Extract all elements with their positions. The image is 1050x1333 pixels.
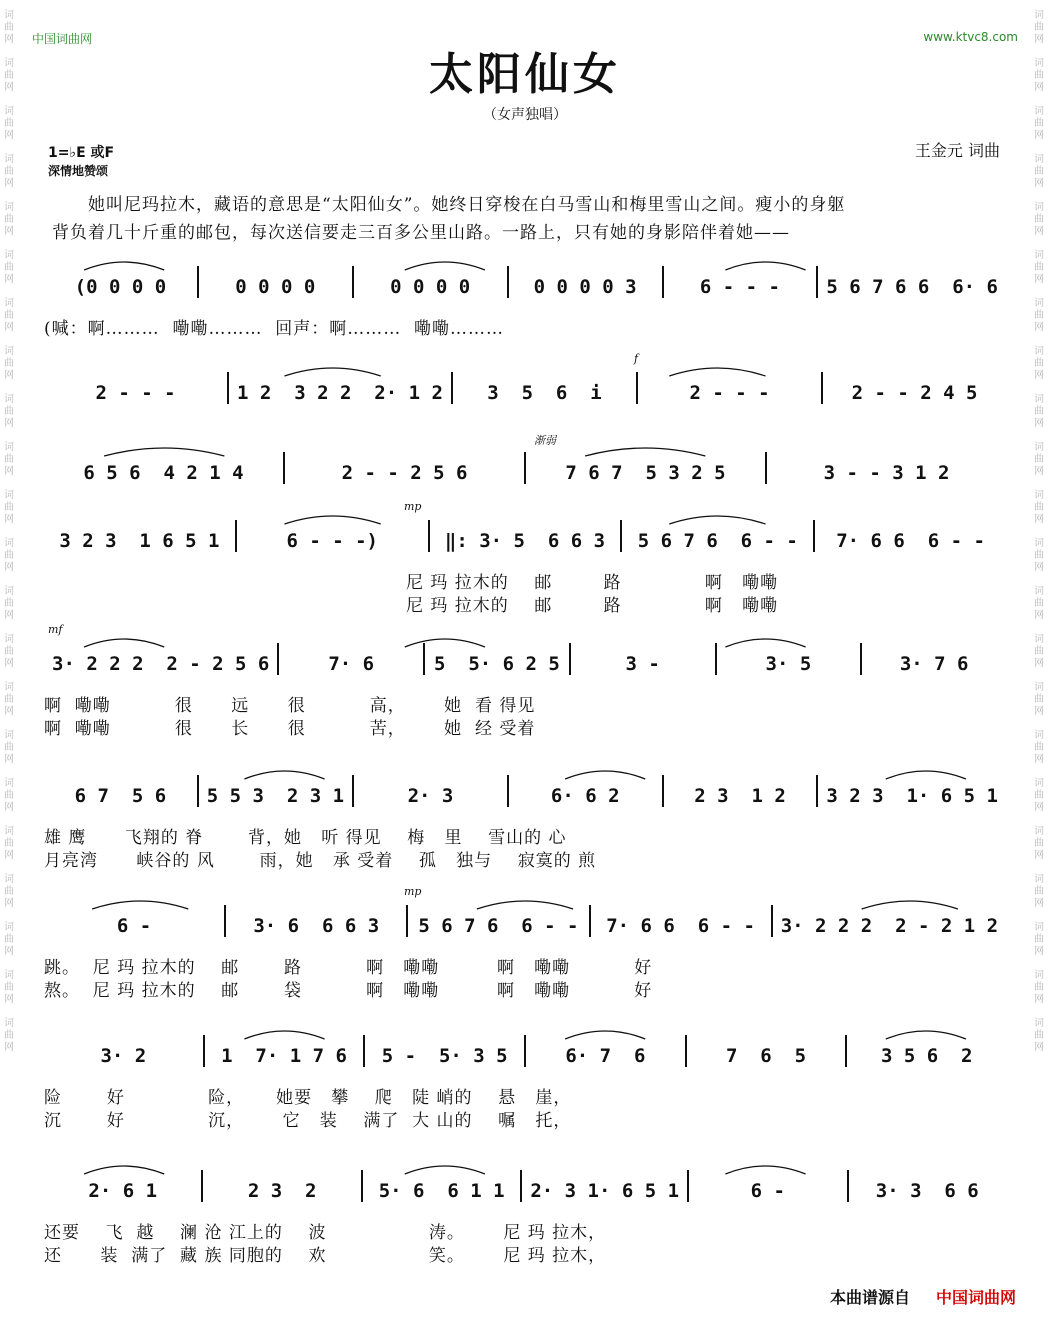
notes-line [44,775,1006,807]
measure: 2 3 2 [203,1170,362,1202]
notes-line [44,1170,1006,1202]
measure: 3 5 6 i [453,372,638,404]
dynamic-mark: f [634,352,639,365]
measure: 5 5· 6 2 5 [425,643,571,675]
measure: 2 3 1 2 [664,775,819,807]
lyric-line-1: 啊 嘞嘞 很 远 很 高， 她 看 得见 [44,696,536,716]
dynamic-mark: mp [404,500,422,513]
measure: 3 - - 3 1 2 [823,462,950,484]
lyric-line-2: 啊 嘞嘞 很 长 很 苦， 她 经 受着 [44,719,536,739]
measure: 5 6 7 6 6 - - [622,520,815,552]
lyric-line-1: 跳。 尼 玛 拉木的 邮 路 啊 嘞嘞 啊 嘞嘞 好 [44,958,653,978]
measure: 6 7 5 6 [44,775,199,807]
dynamic-mark: 渐弱 [534,434,556,447]
measure: 0 0 0 0 3 [509,266,664,298]
measure: 3· 2 [44,1035,205,1067]
measure: 2· 3 1· 6 5 1 [522,1170,689,1202]
measure: 3· 3 6 6 [875,1180,979,1202]
measure: 2 - - 2 4 5 [851,382,978,404]
notes-line [44,452,1006,484]
lyric-line-1: 雄 鹰 飞翔的 脊 背，她 听 得见 梅 里 雪山的 心 [44,828,567,848]
site-url-right[interactable]: www.ktvc8.com [923,30,1018,44]
notes-line [44,266,1006,298]
notes-line [44,372,1006,404]
measure: 6 - [44,905,226,937]
measure: ‖: 3· 5 6 6 3 [430,520,623,552]
notes-line [44,905,1006,937]
measure: 3 2 3 1· 6 5 1 [826,785,998,807]
measure: 7· 6 6 6 - - [591,905,773,937]
measure: 6 - [689,1170,848,1202]
measure: 3· 6 6 6 3 [226,905,408,937]
notes-line [44,1035,1006,1067]
measure: 3· 5 [717,643,863,675]
measure: 5 6 7 6 6 - - [408,905,590,937]
dynamic-mark: mf [48,623,63,636]
composer-credit: 王金元 词曲 [914,141,1000,160]
measure: 2 - - 2 5 6 [285,452,526,484]
expression-mark: 深情地赞颂 [48,164,109,178]
measure: 5 - 5· 3 5 [365,1035,526,1067]
lyric-line-1: 尼 玛 拉木的 邮 路 啊 嘞嘞 [406,573,779,593]
measure: 0 0 0 0 [199,266,354,298]
measure: 7· 6 [279,643,425,675]
lyric-line-2: 尼 玛 拉木的 邮 路 啊 嘞嘞 [406,596,779,616]
watermark-left: 词 曲 网 词 曲 网 词 曲 网 词 曲 网 词 曲 网 词 曲 网 词 曲 网 词 曲 网 词 曲 网 词 曲 网 词 曲 网 词 曲 网 词 曲 网 词 曲 网 词 曲 网 词 曲 网 词 曲 网 词 曲 网 词 曲 网 词 曲 网 词 曲 网 词 曲 网 [4,10,14,1053]
measure: 1 2 3 2 2 2· 1 2 [229,372,453,404]
intro-line-1: 她叫尼玛拉木，藏语的意思是“太阳仙女”。她终日穿梭在白马雪山和梅里雪山之间。瘦小的身躯 [88,195,846,215]
measure: 3· 7 6 [899,653,969,675]
measure: 2 - - - [638,372,823,404]
intro-line-2: 背负着几十斤重的邮包，每次送信要走三百多公里山路。一路上，只有她的身影陪伴着她—— [52,223,790,243]
measure: 3 2 3 1 6 5 1 [44,520,237,552]
key-signature: 1=♭E 或F [48,145,115,161]
lyric-line-1: (喊：啊……… 嘞嘞……… 回声：啊……… 嘞嘞……… [44,319,505,339]
measure: 0 0 0 0 [354,266,509,298]
measure: 6· 6 2 [509,775,664,807]
lyric-line-1: 险 好 险， 她要 攀 爬 陡 峭的 悬 崖， [44,1088,572,1108]
notes-line [44,520,1006,552]
measure: 2· 6 1 [44,1170,203,1202]
site-name-left[interactable]: 中国词曲网 [32,32,93,46]
measure: 2· 3 [354,775,509,807]
notes-line [44,643,1006,675]
measure: 7 6 5 [687,1035,848,1067]
measure: 5· 6 6 1 1 [363,1170,522,1202]
lyric-line-2: 还 装 满了 藏 族 同胞的 欢 笑。 尼 玛 拉木， [44,1246,607,1266]
dynamic-mark: mp [404,885,422,898]
lyric-line-2: 沉 好 沉， 它 装 满了 大 山的 嘱 托， [44,1111,572,1131]
lyric-line-2: 月亮湾 峡谷的 风 雨，她 承 受着 孤 独与 寂寞的 煎 [44,851,597,871]
measure: 3 5 6 2 [880,1045,973,1067]
measure: 2 - - - [44,372,229,404]
measure: 3· 2 2 2 2 - 2 1 2 [780,915,999,937]
measure: 5 5 3 2 3 1 [199,775,354,807]
measure: 6 - - - [664,266,819,298]
measure: 7· 6 6 6 - - [836,530,985,552]
watermark-right: 词 曲 网 词 曲 网 词 曲 网 词 曲 网 词 曲 网 词 曲 网 词 曲 网 词 曲 网 词 曲 网 词 曲 网 词 曲 网 词 曲 网 词 曲 网 词 曲 网 词 曲 网 词 曲 网 词 曲 网 词 曲 网 词 曲 网 词 曲 网 词 曲 网 词 曲 网 [1034,10,1044,1053]
lyric-line-1: 还要 飞 越 澜 沧 江上的 波 涛。 尼 玛 拉木， [44,1223,607,1243]
measure: 6 5 6 4 2 1 4 [44,452,285,484]
measure: 5 6 7 6 6 6· 6 [826,276,998,298]
song-subtitle: （女声独唱） [483,107,567,123]
measure: 3 - [571,643,717,675]
measure: 6 - - -) [237,520,430,552]
measure: (0 0 0 0 [44,266,199,298]
song-title: 太阳仙女 [429,49,621,100]
measure: 1 7· 1 7 6 [205,1035,366,1067]
lyric-line-2: 熬。 尼 玛 拉木的 邮 袋 啊 嘞嘞 啊 嘞嘞 好 [44,981,653,1001]
source-label: 本曲谱源自 [829,1288,910,1307]
measure: 7 6 7 5 3 2 5 [526,452,767,484]
measure: 6· 7 6 [526,1035,687,1067]
source-site[interactable]: 中国词曲网 [935,1288,1016,1307]
measure: 3· 2 2 2 2 - 2 5 6 [44,643,279,675]
